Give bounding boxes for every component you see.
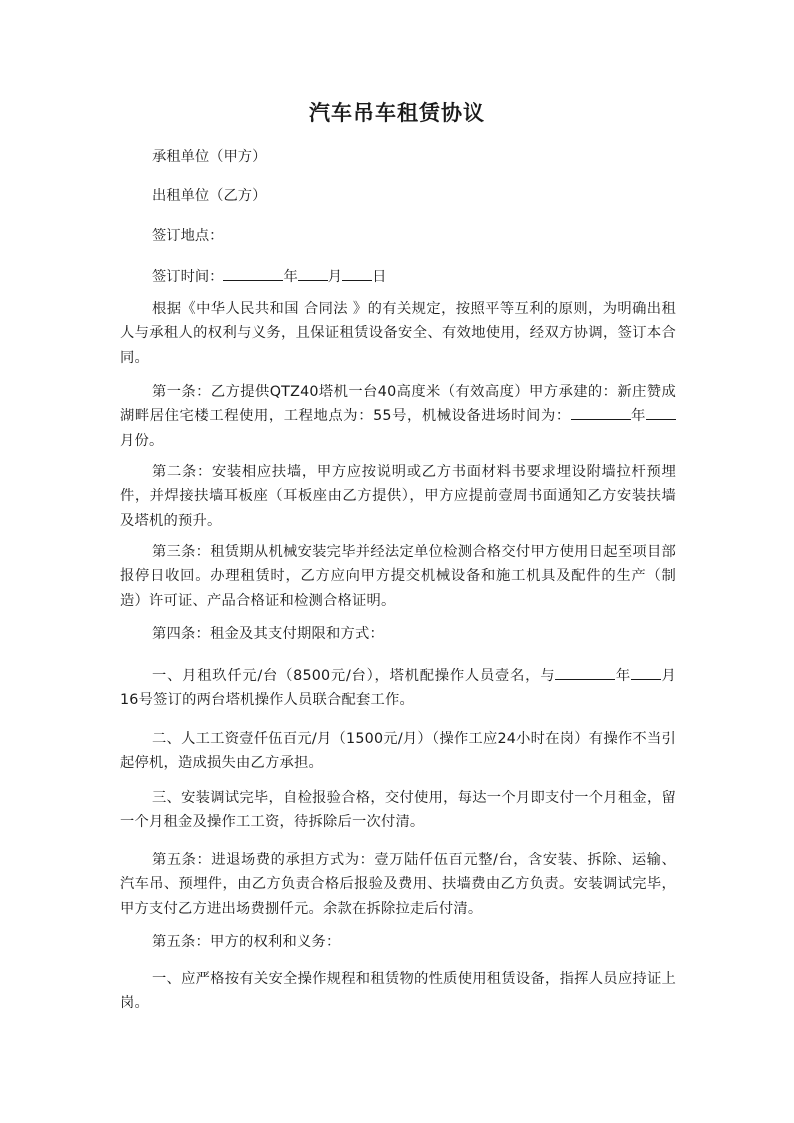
article-4-item-1-month-blank: [631, 664, 661, 680]
article-4-item-3: 三、安装调试完毕，自检报验合格，交付使用，每达一个月即支付一个月租金，留一个月租金及操作工工资，待拆除后一次付清。: [120, 790, 676, 831]
signing-time-label: 签订时间：: [152, 269, 224, 285]
article-4-item-1-rest: 月16号签订的两台塔机操作人员联合配套工作。: [120, 668, 677, 709]
signing-year-label: 年: [283, 269, 298, 285]
article-1-year-blank: [571, 404, 631, 420]
signing-day-label: 日: [372, 269, 387, 285]
article-4-item-1-text: 一、月租玖仟元/台（8500元/台），塔机配操作人员壹名，与: [152, 668, 556, 684]
article-4-item-2: 二、人工工资壹仟伍百元/月（1500元/月）（操作工应24小时在岗）有操作不当引起停机，造成损失由乙方承担。: [120, 731, 676, 772]
article-4-item-1: [120, 664, 676, 713]
article-3-paragraph: 第三条：租赁期从机械安装完毕并经法定单位检测合格交付甲方使用日起至项目部报停日收回。办理租赁时，乙方应向甲方提交机械设备和施工机具及配件的生产（制造）许可证、产品合格证和检测合格证明。: [120, 544, 676, 609]
article-1-paragraph: [120, 380, 676, 453]
article-5b-paragraph: 第五条：甲方的权利和义务：: [152, 934, 341, 950]
article-1-month-blank: [646, 404, 676, 420]
article-4-item-1-year-label: 年: [615, 668, 631, 684]
lessee-line: 承租单位（甲方）: [152, 149, 267, 165]
signing-year-blank: [223, 265, 283, 281]
intro-paragraph: 根据《中华人民共和国 合同法 》的有关规定，按照平等互利的原则，为明确出租人与承租人的权利与义务，且保证租赁设备安全、有效地使用，经双方协调，签订本合同。: [120, 301, 676, 366]
article-4-paragraph: 第四条：租金及其支付期限和方式：: [152, 626, 384, 642]
article-4-item-1-year-blank: [555, 664, 615, 680]
signing-month-label: 月: [327, 269, 343, 285]
article-5-paragraph: 第五条：进退场费的承担方式为：壹万陆仟伍百元整/台，含安装、拆除、运输、汽车吊、预埋件，由乙方负责合格后报验及费用、扶墙费由乙方负责。安装调试完毕，甲方支付乙方进出场费捌仟元。余款在拆除拉走后付清。: [120, 852, 676, 917]
document-title: 汽车吊车租赁协议: [309, 100, 485, 125]
article-1-text: 第一条：乙方提供QTZ40塔机一台40高度米（有效高度）甲方承建的：新庄赞成湖畔居住宅楼工程使用，工程地点为：55号，机械设备进场时间为：: [120, 384, 676, 425]
article-2-paragraph: 第二条：安装相应扶墙，甲方应按说明或乙方书面材料书要求埋设附墙拉杆预埋件，并焊接扶墙耳板座（耳板座由乙方提供），甲方应提前壹周书面通知乙方安装扶墙及塔机的预升。: [120, 464, 676, 529]
signing-month-blank: [298, 265, 328, 281]
article-1-year-label: 年: [630, 408, 646, 425]
signing-day-blank: [342, 265, 372, 281]
lessor-line: 出租单位（乙方）: [152, 188, 267, 204]
article-5b-item-1: 一、应严格按有关安全操作规程和租赁物的性质使用租赁设备，指挥人员应持证上岗。: [120, 971, 676, 1012]
article-1-month-label: 月份。: [120, 432, 164, 449]
signing-place-line: 签订地点：: [152, 228, 224, 244]
signing-time-line: [152, 265, 386, 287]
